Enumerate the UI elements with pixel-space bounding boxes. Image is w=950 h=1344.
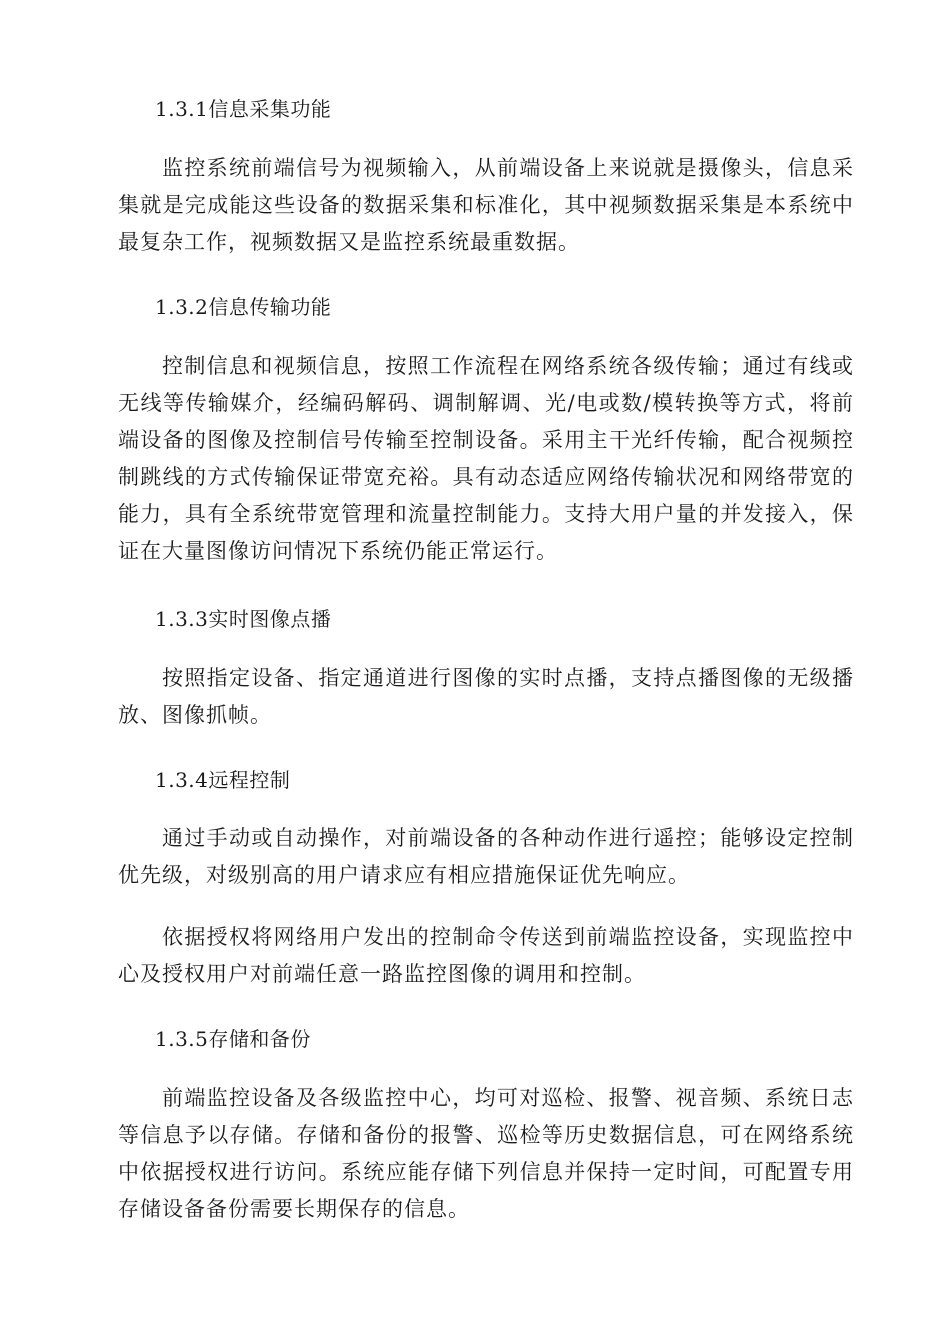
section-heading-1-3-3: 1.3.3实时图像点播 [155, 607, 332, 631]
section-heading-1-3-4: 1.3.4远程控制 [155, 768, 291, 792]
paragraph-storage-backup: 前端监控设备及各级监控中心，均可对巡检、报警、视音频、系统日志等信息予以存储。存储和备份的报警、巡检等历史数据信息，可在网络系统中依据授权进行访问。系统应能存储下列信息并保持一定时间，可配置专用存储设备备份需要长期保存的信息。 [118, 1086, 854, 1221]
paragraph-remote-control-1: 通过手动或自动操作，对前端设备的各种动作进行遥控；能够设定控制优先级，对级别高的用户请求应有相应措施保证优先响应。 [118, 826, 854, 887]
paragraph-realtime-playback: 按照指定设备、指定通道进行图像的实时点播，支持点播图像的无级播放、图像抓帧。 [118, 666, 854, 727]
section-heading-1-3-1: 1.3.1信息采集功能 [155, 97, 332, 121]
section-heading-1-3-2: 1.3.2信息传输功能 [155, 295, 332, 319]
paragraph-info-collection: 监控系统前端信号为视频输入，从前端设备上来说就是摄像头，信息采集就是完成能这些设备的数据采集和标准化，其中视频数据采集是本系统中最复杂工作，视频数据又是监控系统最重数据。 [118, 156, 854, 254]
paragraph-remote-control-2: 依据授权将网络用户发出的控制命令传送到前端监控设备，实现监控中心及授权用户对前端任意一路监控图像的调用和控制。 [118, 925, 854, 986]
section-heading-1-3-5: 1.3.5存储和备份 [155, 1027, 311, 1051]
paragraph-info-transmission: 控制信息和视频信息，按照工作流程在网络系统各级传输；通过有线或无线等传输媒介，经编码解码、调制解调、光/电或数/模转换等方式，将前端设备的图像及控制信号传输至控制设备。采用主干光纤传输，配合视频控制跳线的方式传输保证带宽充裕。具有动态适应网络传输状况和网络带宽的能力，具有全系统带宽管理和流量控制能力。支持大用户量的并发接入，保证在大量图像访问情况下系统仍能正常运行。 [118, 354, 854, 563]
